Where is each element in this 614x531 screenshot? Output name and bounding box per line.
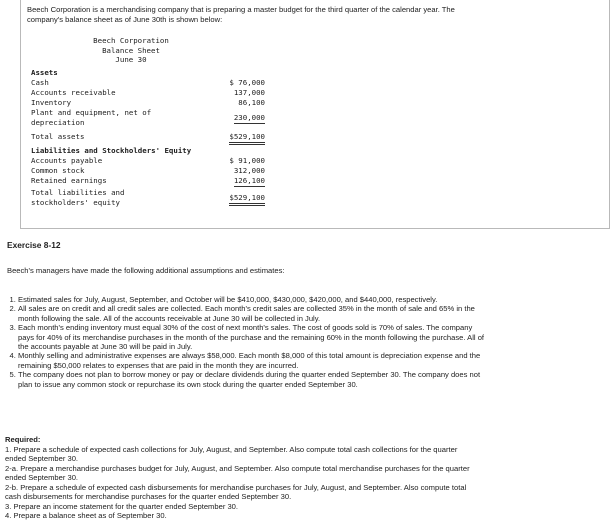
inventory-label: Inventory: [31, 97, 72, 107]
cs-row: [31, 166, 271, 176]
required-item: 4. Prepare a balance sheet as of September 30.: [5, 511, 167, 520]
assumptions-intro: Beech's managers have made the following additional assumptions and estimates:: [7, 266, 285, 275]
inventory-row: [31, 98, 271, 108]
ar-row: [31, 88, 271, 98]
balance-sheet-header: [31, 36, 231, 65]
ap-label: Accounts payable: [31, 155, 103, 165]
assumption-item: 1. Estimated sales for July, August, September, and October will be $410,000, $430,000, $420,000, and $440,000, respectively.: [18, 295, 488, 304]
required-title: Required:: [5, 435, 41, 444]
intro-text: Beech Corporation is a merchandising company that is preparing a master budget for the third quarter of the calendar year. The company's balance sheet as of June 30th is shown below:: [27, 5, 455, 24]
cash-label: Cash: [31, 77, 49, 87]
sheet-title: Balance Sheet: [102, 45, 160, 55]
required-item: 1. Prepare a schedule of expected cash collections for July, August, and September. Also compute total cash collections for the quarter ended September 30.: [5, 444, 458, 463]
total-le-value: $529,100: [229, 193, 265, 206]
liabilities-heading: Liabilities and Stockholders' Equity: [31, 145, 192, 155]
required-item: 2-a. Prepare a merchandise purchases budget for July, August, and September. Also compute total merchandise purchases for the quarter ended September 30.: [5, 463, 470, 482]
sheet-date: June 30: [115, 55, 147, 64]
total-assets-label: Total assets: [31, 131, 85, 141]
re-label: Retained earnings: [31, 175, 107, 185]
cs-value: 312,000: [233, 165, 265, 175]
inventory-value: 86,100: [238, 97, 265, 107]
ap-value: $ 91,000: [229, 155, 265, 165]
assets-heading: Assets: [31, 67, 58, 77]
exercise-title: Exercise 8-12: [7, 240, 61, 250]
total-le-row: [31, 188, 271, 208]
ppe-label: Plant and equipment, net of depreciation: [31, 107, 152, 127]
re-value: 126,100: [233, 175, 265, 185]
cs-label: Common stock: [31, 165, 85, 175]
assumption-item: 2. All sales are on credit and all credit sales are collected. Each month's credit sales are collected 35% in the month of sale and 65% in the month following the sale. All of the accounts receivable at June 30 will be collected in July.: [18, 304, 488, 323]
total-assets-value: $529,100: [229, 132, 265, 145]
problem-statement-box: [20, 0, 610, 229]
company-name: Beech Corporation: [93, 36, 169, 45]
assumption-item: 5. The company does not plan to borrow money or pay or declare dividends during the quarter ended September 30. The company does not plan to issue any common stock or repurchase its own stock during the quarter ended September 30.: [18, 370, 488, 389]
required-section: [5, 435, 480, 521]
total-assets-row: [31, 132, 271, 142]
ppe-value: 230,000: [233, 112, 265, 122]
ppe-row: [31, 108, 271, 128]
assumption-item: 4. Monthly selling and administrative expenses are always $58,000. Each month $8,000 of this total amount is depreciation expense and the remaining $50,000 relates to expenses that are paid in the month they are incurred.: [18, 351, 488, 370]
cash-value: $ 76,000: [229, 77, 265, 87]
ar-label: Accounts receivable: [31, 87, 116, 97]
required-item: 2-b. Prepare a schedule of expected cash disbursements for merchandise purchases for July, August, and September. Also compute total cash disbursements for merchandise purchases for the quarter ended September 30.: [5, 482, 467, 501]
re-row: [31, 176, 271, 186]
cash-row: [31, 78, 271, 88]
balance-sheet: [31, 36, 286, 208]
assumption-item: 3. Each month's ending inventory must equal 30% of the cost of next month's sales. The cost of goods sold is 70% of sales. The company pays for 40% of its merchandise purchases in the month of the purchase and the remaining 60% in the month following the purchase. All of the accounts payable at June 30 will be paid in July.: [18, 323, 488, 351]
total-le-label: Total liabilities and stockholders' equity: [31, 187, 125, 207]
ar-value: 137,000: [233, 87, 265, 97]
ap-row: [31, 156, 271, 166]
assumptions-list: [7, 295, 488, 389]
required-item: 3. Prepare an income statement for the quarter ended September 30.: [5, 501, 239, 511]
